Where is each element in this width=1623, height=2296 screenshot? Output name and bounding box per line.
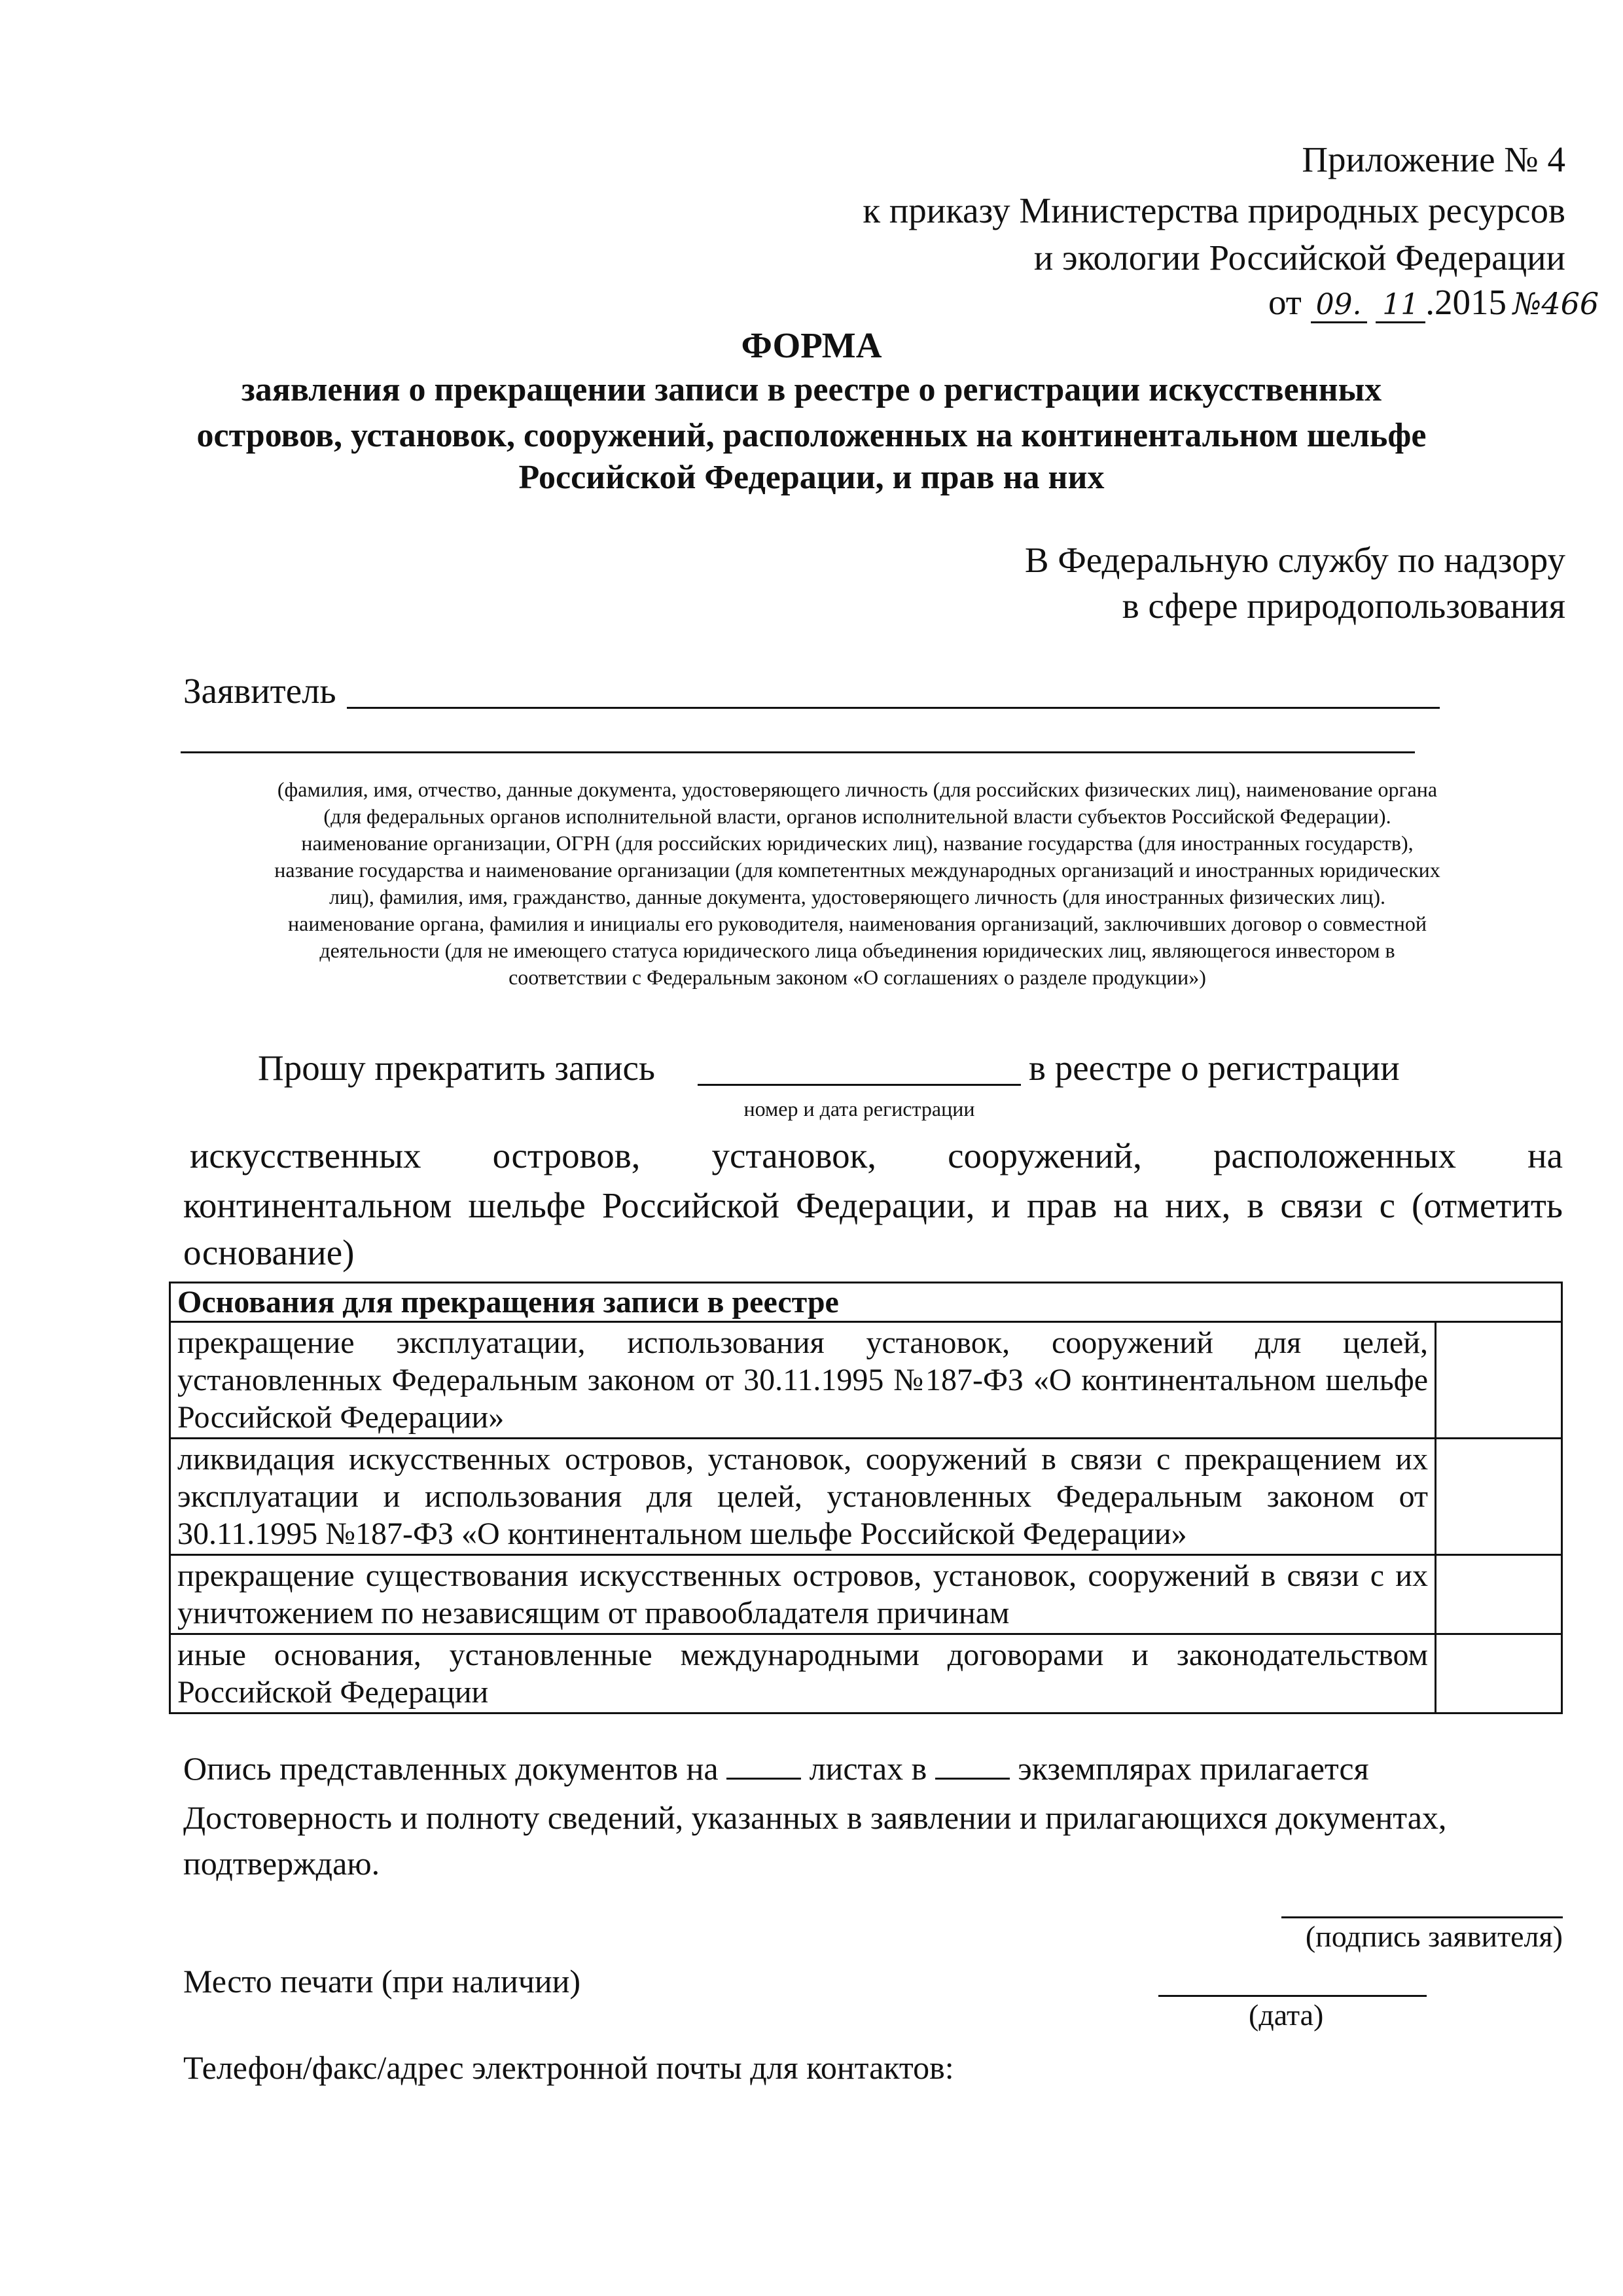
form-subtitle-line-1: заявления о прекращении записи в реестре о регистрации искусственных	[241, 371, 1382, 408]
request-line-2: искусственных островов, установок, сооружений, расположенных на	[190, 1136, 1563, 1175]
date-hint: (дата)	[1249, 1998, 1324, 2032]
applicant-hint-line: лиц), фамилия, имя, гражданство, данные документа, удостоверяющего личность (для иностранных физических лиц).	[329, 885, 1386, 908]
addressee-line-1: В Федеральную службу по надзору	[1024, 540, 1565, 580]
signature-field[interactable]	[1281, 1916, 1563, 1918]
inventory-text-b: листах в	[809, 1750, 927, 1787]
applicant-hint	[157, 776, 1558, 991]
grounds-table	[169, 1282, 1563, 1714]
applicant-hint-line: наименование организации, ОГРН (для российских юридических лиц), название государства (для иностранных государств),	[301, 831, 1414, 855]
form-subtitle-line-2: островов, установок, сооружений, расположенных на континентальном шельфе	[196, 417, 1427, 454]
signature-hint: (подпись заявителя)	[1305, 1920, 1563, 1953]
order-date-line	[1268, 281, 1599, 323]
addressee-line-2: в сфере природопользования	[1122, 586, 1565, 626]
applicant-hint-line: деятельности (для не имеющего статуса юридического лица объединения юридических лиц, являющегося инвестором в	[319, 939, 1395, 962]
table-header: Основания для прекращения записи в реестре	[170, 1283, 1562, 1322]
appendix-number: Приложение № 4	[1302, 139, 1565, 179]
date-year: .2015	[1425, 282, 1507, 322]
table-row	[170, 1322, 1562, 1439]
ground-text: ликвидация искусственных островов, установок, сооружений в связи с прекращением их эксплуатации и использования для целей, установленных Федеральным законом от 30.11.1995 №187-ФЗ «О континентальном шельфе Российской Федерации»	[170, 1439, 1436, 1555]
ground-checkbox[interactable]	[1436, 1439, 1562, 1555]
ground-checkbox[interactable]	[1436, 1555, 1562, 1634]
date-field[interactable]	[1158, 1995, 1427, 1997]
registration-number-field[interactable]	[698, 1084, 1021, 1086]
request-start: Прошу прекратить запись	[258, 1048, 655, 1088]
date-day: 09.	[1311, 288, 1367, 323]
applicant-hint-line: наименование органа, фамилия и инициалы его руководителя, наименования организаций, заключивших договор о совместной	[288, 912, 1427, 935]
table-row	[170, 1634, 1562, 1713]
date-prefix: от	[1268, 282, 1302, 322]
ground-text: прекращение существования искусственных островов, установок, сооружений в связи с их уничтожением по независящим от правообладателя причинам	[170, 1555, 1436, 1634]
seal-label: Место печати (при наличии)	[183, 1963, 581, 2000]
applicant-hint-line: соответствии с Федеральным законом «О соглашениях о разделе продукции»)	[508, 965, 1206, 989]
contacts-label: Телефон/факс/адрес электронной почты для контактов:	[183, 2049, 954, 2086]
order-line-1: к приказу Министерства природных ресурсов	[863, 190, 1565, 230]
order-line-2: и экологии Российской Федерации	[1033, 238, 1565, 278]
applicant-field-line-2[interactable]	[181, 751, 1415, 753]
confirm-line-1: Достоверность и полноту сведений, указанных в заявлении и прилагающихся документах,	[183, 1799, 1447, 1836]
form-title: ФОРМА	[741, 325, 882, 365]
request-line-4: основание)	[183, 1232, 355, 1272]
inventory-text-c: экземплярах прилагается	[1018, 1750, 1369, 1787]
ground-checkbox[interactable]	[1436, 1634, 1562, 1713]
copies-count-field[interactable]	[935, 1749, 1010, 1780]
applicant-hint-line: название государства и наименование организации (для компетентных международных организаций и иностранных юридических	[274, 858, 1440, 882]
request-line-3: континентальном шельфе Российской Федерации, и прав на них, в связи с (отметить	[183, 1185, 1563, 1225]
request-end: в реестре о регистрации	[1029, 1048, 1400, 1088]
table-row	[170, 1555, 1562, 1634]
order-number: №466	[1512, 286, 1599, 321]
inventory-line	[183, 1749, 1369, 1787]
ground-text: иные основания, установленные международными договорами и законодательством Российской Федерации	[170, 1634, 1436, 1713]
applicant-hint-line: (для федеральных органов исполнительной власти, органов исполнительной власти субъектов Российской Федерации).	[323, 804, 1391, 828]
form-subtitle-line-3: Российской Федерации, и прав на них	[518, 459, 1105, 496]
table-row	[170, 1439, 1562, 1555]
ground-checkbox[interactable]	[1436, 1322, 1562, 1439]
sheets-count-field[interactable]	[726, 1749, 801, 1780]
registration-number-hint: номер и дата регистрации	[743, 1097, 975, 1121]
inventory-text-a: Опись представленных документов на	[183, 1750, 719, 1787]
date-month: 11	[1376, 288, 1425, 323]
confirm-line-2: подтверждаю.	[183, 1845, 380, 1882]
table-header-row	[170, 1283, 1562, 1322]
applicant-hint-line: (фамилия, имя, отчество, данные документа, удостоверяющего личность (для российских физических лиц), наименование органа	[277, 778, 1438, 801]
ground-text: прекращение эксплуатации, использования установок, сооружений для целей, установленных Федеральным законом от 30.11.1995 №187-ФЗ «О континентальном шельфе Российской Федерации»	[170, 1322, 1436, 1439]
applicant-label: Заявитель	[183, 671, 336, 711]
applicant-field-line-1[interactable]	[347, 707, 1440, 709]
